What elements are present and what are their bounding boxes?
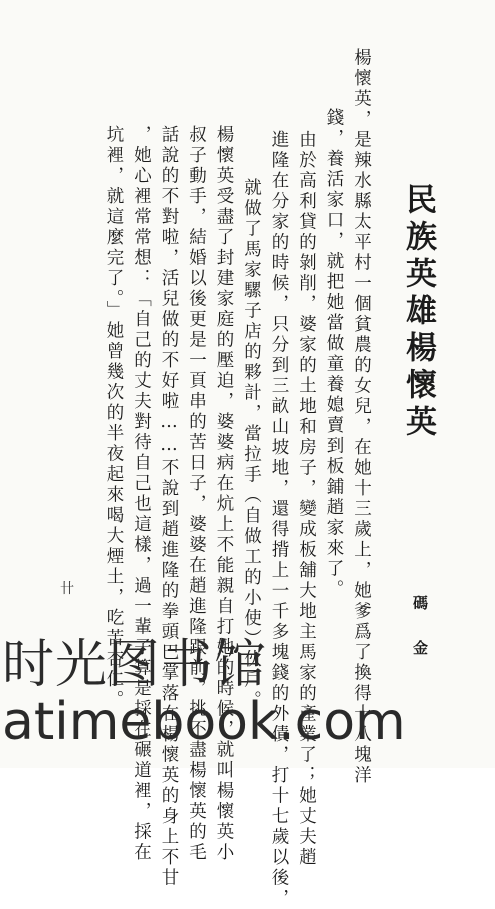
margin-mark: 卄 — [60, 581, 74, 597]
text-column: 坑裡，就這麼完了。」她曾幾次的半夜起來喝大煙土，吃苦杏仁。 — [104, 125, 124, 711]
watermark-chinese: 时光图书馆 — [2, 635, 268, 695]
text-column: ，她心裡常常想：「自己的丈夫對待自己也這樣，過一輩子算是採在碾道裡，採在 — [131, 125, 152, 863]
text-column: 楊懷英，是辣水縣太平村一個貧農的女兒，在她十三歲上，她爹爲了換得十八塊洋 — [351, 48, 372, 786]
text-column: 進隆在分家的時候，只分到三畝山坡地，還得揹上一千多塊錢的外債，打十七歲以後， — [269, 130, 289, 909]
text-column: 話說的不對啦，活兒做的不好啦……不說到趙進隆的拳頭巴掌落在楊懷英的身上不甘 — [159, 125, 179, 889]
text-column: 叔子動手，結婚以後更是一頁串的苦日子，婆婆在趙進隆跟前，挑不盡楊懷英的毛 — [186, 125, 207, 863]
watermark-url: atimebook.com — [2, 692, 406, 752]
chapter-title: 民族英雄楊懷英 — [400, 183, 436, 442]
text-column: 就做了馬家騾子店的夥計，當拉手（自做工的小使）伙戶。 — [241, 178, 262, 711]
text-column: 錢，養活家口，就把她當做童養媳賣到板鋪趙家來了。 — [324, 108, 344, 600]
text-column: 由於高利貸的剝削，婆家的土地和房子，變成板舖大地主馬家的產業了；她丈夫趙 — [296, 130, 317, 868]
text-column: 楊懷英受盡了封建家庭的壓迫，婆婆病在炕上不能親自打她的時候，就叫楊懷英小 — [214, 125, 234, 863]
author-name: 碼金 — [411, 595, 429, 685]
